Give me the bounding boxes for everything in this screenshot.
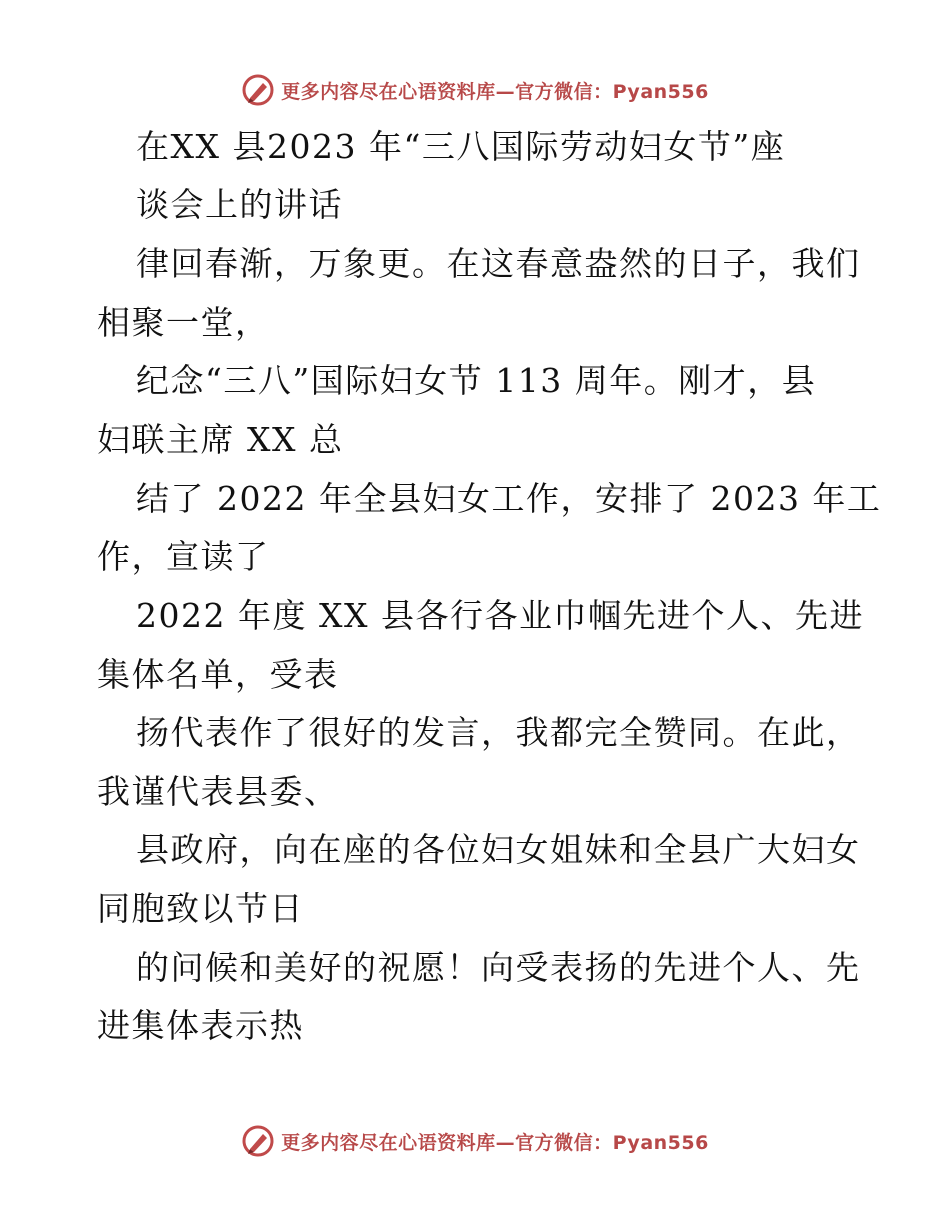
footer-banner — [0, 1123, 950, 1159]
paragraph-line: 相聚一堂， — [97, 303, 270, 342]
pen-logo-icon — [241, 73, 275, 107]
paragraph-line: 扬代表作了很好的发言，我都完全赞同。在此， — [136, 713, 861, 752]
header-banner — [0, 72, 950, 108]
paragraph-line: 纪念“三八”国际妇女节 113 周年。刚才，县 — [136, 361, 817, 400]
paragraph-line: 同胞致以节日 — [97, 889, 304, 928]
paragraph-line: 2022 年度 XX 县各行各业巾帼先进个人、先进 — [136, 596, 864, 635]
banner-text: 更多内容尽在心语资料库—官方微信：Pyan556 — [281, 1131, 709, 1154]
paragraph-line: 结了 2022 年全县妇女工作，安排了 2023 年工 — [136, 479, 882, 518]
title-line-1: 在XX 县2023 年“三八国际劳动妇女节”座 — [136, 127, 786, 166]
paragraph-line: 作，宣读了 — [97, 537, 270, 576]
paragraph-line: 我谨代表县委、 — [97, 772, 339, 811]
pen-logo-icon — [241, 1124, 275, 1158]
paragraph-line: 集体名单，受表 — [97, 655, 339, 694]
paragraph-line: 进集体表示热 — [97, 1006, 304, 1045]
paragraph-line: 县政府，向在座的各位妇女姐妹和全县广大妇女 — [136, 830, 861, 869]
title-line-2: 谈会上的讲话 — [136, 185, 343, 224]
paragraph-line: 律回春渐，万象更。在这春意盎然的日子，我们 — [136, 244, 861, 283]
paragraph-line: 的问候和美好的祝愿！向受表扬的先进个人、先 — [136, 948, 861, 987]
paragraph-line: 妇联主席 XX 总 — [97, 420, 344, 459]
banner-text: 更多内容尽在心语资料库—官方微信：Pyan556 — [281, 80, 709, 103]
